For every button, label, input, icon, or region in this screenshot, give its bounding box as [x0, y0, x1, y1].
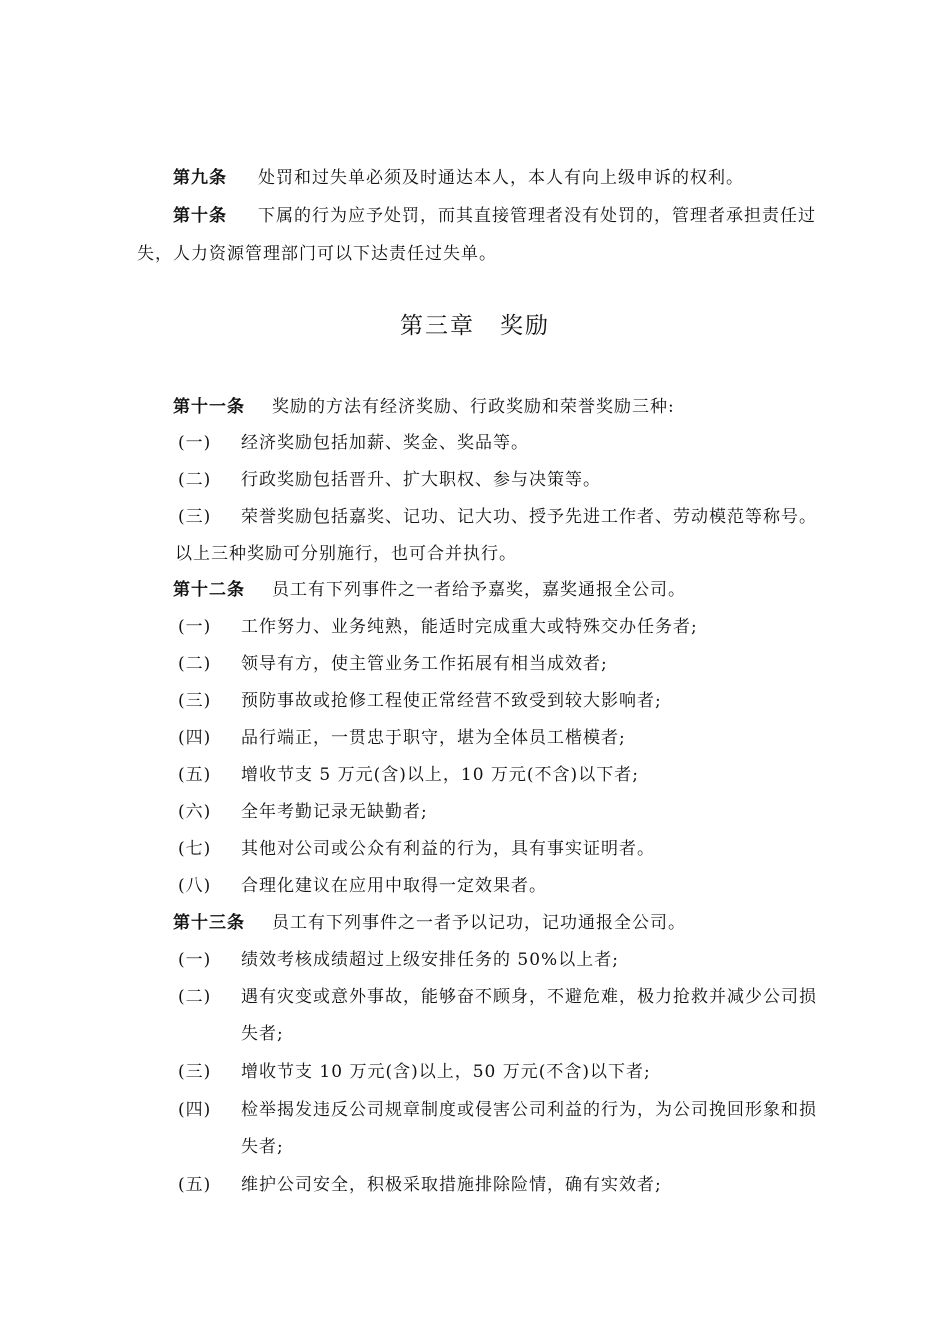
item-text: 维护公司安全，积极采取措施排除险情，确有实效者; [241, 1175, 662, 1195]
item-number: (八) [178, 876, 212, 896]
item-text: 品行端正，一贯忠于职守，堪为全体员工楷模者; [241, 728, 626, 748]
item-number: (五) [178, 1175, 212, 1195]
item-text: 遇有灾变或意外事故，能够奋不顾身，不避危难，极力抢救并减少公司损 [241, 987, 817, 1007]
item-number: (三) [178, 1062, 212, 1082]
item-number: (一) [178, 617, 212, 637]
article-10-text-cont: 失，人力资源管理部门可以下达责任过失单。 [137, 244, 497, 264]
article-9-text: 处罚和过失单必须及时通达本人，本人有向上级申诉的权利。 [258, 168, 744, 188]
article-13-text: 员工有下列事件之一者予以记功，记功通报全公司。 [272, 913, 686, 933]
item-number: (三) [178, 507, 212, 527]
item-text: 增收节支 10 万元(含)以上，50 万元(不含)以下者; [241, 1062, 651, 1082]
chapter-title: 第三章 奖励 [400, 313, 550, 339]
item-text: 荣誉奖励包括嘉奖、记功、记大功、授予先进工作者、劳动模范等称号。 [241, 507, 817, 527]
item-number: (一) [178, 433, 212, 453]
item-number: (六) [178, 802, 212, 822]
article-10-label: 第十条 [173, 206, 227, 226]
item-text-cont: 失者; [241, 1024, 284, 1044]
item-number: (二) [178, 987, 212, 1007]
item-text: 其他对公司或公众有利益的行为，具有事实证明者。 [241, 839, 655, 859]
article-13-label: 第十三条 [173, 913, 245, 933]
item-number: (二) [178, 470, 212, 490]
item-number: (四) [178, 728, 212, 748]
article-9-label: 第九条 [173, 168, 227, 188]
item-text: 检举揭发违反公司规章制度或侵害公司利益的行为，为公司挽回形象和损 [241, 1100, 817, 1120]
item-text: 绩效考核成绩超过上级安排任务的 50%以上者; [241, 950, 619, 970]
item-number: (一) [178, 950, 212, 970]
item-number: (七) [178, 839, 212, 859]
item-text: 行政奖励包括晋升、扩大职权、参与决策等。 [241, 470, 601, 490]
item-text: 增收节支 5 万元(含)以上，10 万元(不含)以下者; [241, 765, 639, 785]
article-12-label: 第十二条 [173, 580, 245, 600]
item-number: (三) [178, 691, 212, 711]
item-text: 合理化建议在应用中取得一定效果者。 [241, 876, 547, 896]
article-10-text: 下属的行为应予处罚，而其直接管理者没有处罚的，管理者承担责任过 [258, 206, 816, 226]
item-text-cont: 失者; [241, 1137, 284, 1157]
item-text: 经济奖励包括加薪、奖金、奖品等。 [241, 433, 529, 453]
item-number: (二) [178, 654, 212, 674]
article-12-text: 员工有下列事件之一者给予嘉奖，嘉奖通报全公司。 [272, 580, 686, 600]
item-text: 预防事故或抢修工程使正常经营不致受到较大影响者; [241, 691, 662, 711]
article-11-text: 奖励的方法有经济奖励、行政奖励和荣誉奖励三种: [272, 397, 675, 417]
note-text: 以上三种奖励可分别施行，也可合并执行。 [175, 544, 517, 564]
item-text: 工作努力、业务纯熟，能适时完成重大或特殊交办任务者; [241, 617, 698, 637]
item-number: (四) [178, 1100, 212, 1120]
article-11-label: 第十一条 [173, 397, 245, 417]
item-text: 领导有方，使主管业务工作拓展有相当成效者; [241, 654, 608, 674]
item-text: 全年考勤记录无缺勤者; [241, 802, 428, 822]
item-number: (五) [178, 765, 212, 785]
